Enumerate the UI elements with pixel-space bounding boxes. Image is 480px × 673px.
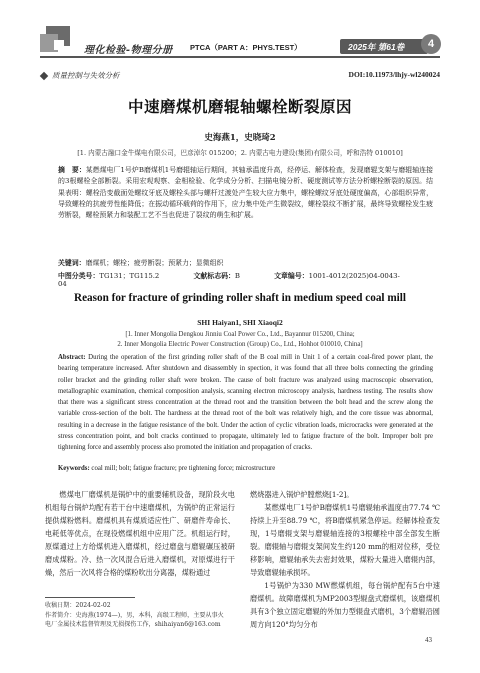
body-column-left [45,488,235,579]
classification-info [58,270,433,288]
journal-logo [40,26,78,60]
clc-value: TG131；TG115.2 [99,272,160,280]
body-paragraph: 某燃煤电厂1号炉B磨煤机1号磨辊轴承温度由77.74 ℃持续上升至88.79 ℃，将B磨煤机紧急停运。经解体检查发现，1号磨辊支架与磨辊轴连接的3根螺栓中部全部发生断裂。磨辊轴与磨辊支架间发生约120 mm的相对位移，受位移影响，磨辊轴承失去密封效果，煤粉大量进入磨辊内部，导致磨辊轴承损坏。 [250,503,440,577]
issue-label: 2025年 第61卷 [348,42,405,52]
doc-code-value: B [234,272,240,280]
abstract-label-en: Abstract: [58,354,86,361]
doc-code-field [194,272,256,280]
abstract-cn [58,165,433,221]
keywords-text-en: coal mill; bolt; fatigue fracture; pre tightening force; microstructure [91,465,276,472]
keywords-cn [58,257,433,267]
journal-name: PTCA（PART A：PHYS.TEST） [190,43,302,52]
keywords-text-cn: 磨煤机；螺栓；疲劳断裂；预紧力；显微组织 [85,259,224,267]
doc-code-label: 文献标志码： [193,272,235,280]
keywords-label-en: Keywords: [58,465,90,472]
page-number: 43 [425,636,432,644]
keywords-en [58,465,433,472]
affiliation-en-2: 2. Inner Mongolia Electric Power Construction (Group) Co., Ltd., Hohhot 010010, China] [117,340,363,348]
abstract-label-cn: 摘 要： [58,166,86,174]
keywords-label-cn: 关键词： [58,259,86,267]
article-title-en: Reason for fracture of grinding roller shaft in medium speed coal mill [74,292,406,304]
abstract-en [58,352,433,454]
body-paragraph: 燃烧器进入锅炉炉膛燃烧[1-2]。 [250,490,354,499]
body-paragraph: 1号锅炉为330 MW燃煤机组，每台锅炉配有5台中速磨煤机。故障磨煤机为MP2003型辊盘式磨煤机，该磨煤机具有3个独立固定磨辊的外加力型辊盘式磨机，3个磨辊沿圆周方向120°均匀分布 [250,581,440,629]
abstract-text-cn: 某燃煤电厂1号炉B磨煤机1号磨辊轴运行期间，其轴承温度升高，经停运、解体检查，发现磨辊支架与磨辊轴连接的3根螺栓全部断裂。采用宏观观察、金相检验、化学成分分析、扫描电镜分析、硬度测试等方法分析螺栓断裂的原因。结果表明：螺栓沿变截面处螺纹牙底及螺栓头部与螺杆过渡处产生较大应力集中，螺栓螺纹牙底处硬度偏高，心部组织异常，导致螺栓的抗疲劳性能降低；在振动循环载荷的作用下，应力集中处产生微裂纹，螺栓裂纹不断扩展，最终导致螺栓发生疲劳断裂，螺栓预紧力和装配工艺不当也促进了裂纹的萌生和扩展。 [58,166,434,220]
received-date: 收稿日期：2024-02-02 [45,602,111,609]
article-title-cn: 中速磨煤机磨辊轴螺栓断裂原因 [127,98,352,116]
clc-field [58,272,175,280]
author-info-line-1: 作者简介：史海燕(1974—)，男，本科，高级工程师，主要从事火 [45,611,224,619]
footnotes [45,601,240,630]
issue-number-badge: 4 [421,34,441,54]
affiliation-en [0,330,480,349]
author-info-line-2: 电厂金属技术监督管理及无损探伤工作，shihaiyan6@163.com [45,621,221,628]
authors-cn: 史海燕1，史晓琦2 [204,133,276,143]
affiliation-en-1: [1. Inner Mongolia Dengkou Jinniu Coal Power Co., Ltd., Bayannur 015200, China; [125,331,355,338]
doi-link[interactable]: DOI:10.11973/lhjy-wl240024 [348,70,440,79]
header-divider [40,56,440,58]
article-no-value: 1001-4012(2025)04-0043-04 [58,272,400,288]
body-column-right [250,488,440,631]
issue-bar [340,39,428,54]
journal-brand: 理化检验-物理分册 [84,45,173,56]
clc-label: 中图分类号： [58,272,100,280]
affiliation-cn: [1. 内蒙古融口金牛煤电有限公司，巴彦淖尔 015200；2. 内蒙古电力建设(集团)有限公司，呼和浩特 010010] [77,149,403,157]
article-no-label: 文章编号： [274,272,309,280]
body-paragraph: 燃煤电厂磨煤机是锅炉中的重要辅机设备，现阶段火电机组每台锅炉均配有若干台中速磨煤机，为锅炉的正常运行提供煤粉燃料。磨煤机具有煤质适应性广、研磨件寿命长、电耗低等优点，在现役燃煤机组中应用广泛。机组运行时，原煤通过上方给煤机进入磨煤机，经过磨盘与磨辊碾压被研磨成煤粉。冷、热一次风混合后进入磨煤机，对原煤进行干燥，然后一次风将合格的煤粉吹出分离器，煤粉通过 [45,490,235,577]
abstract-text-en: During the operation of the first grinding roller shaft of the B coal mill in Unit 1 of a certain coal-fired power plant, the bearing temperature increased. After shutdown and disassembly in spection, it was found that all three bolts connecting the grinding roller bracket and the grinding roller shaft were broken. The cause of bolt fracture was analyzed using macroscopic observation, metallographic examination, chemical composition analysis, scanning electron microscopy analysis, hardness testing. The results show that there was a significant stress concentration at the thread root and the transition between the bolt head and the screw along the variable cross-section of the bolt. The hardness at the thread root of the bolt was relatively high, and the core tissue was abnormal, resulting in a decrease in the fatigue resistance of the bolt. Under the action of cyclic vibration loads, microcracks were generated at the stress concentration point, and bolt cracks continued to propagate, ultimately led to fatigue fracture of the bolt. Improper bolt pre tightening force and assembly process also promoted the initiation and propagation of cracks. [58,354,433,452]
section-label: 质量控制与失效分析 [52,71,120,80]
diamond-icon [40,72,48,80]
section-row [40,70,440,82]
authors-en: SHI Haiyan1, SHI Xiaoqi2 [197,318,283,327]
footnote-divider [45,597,135,598]
